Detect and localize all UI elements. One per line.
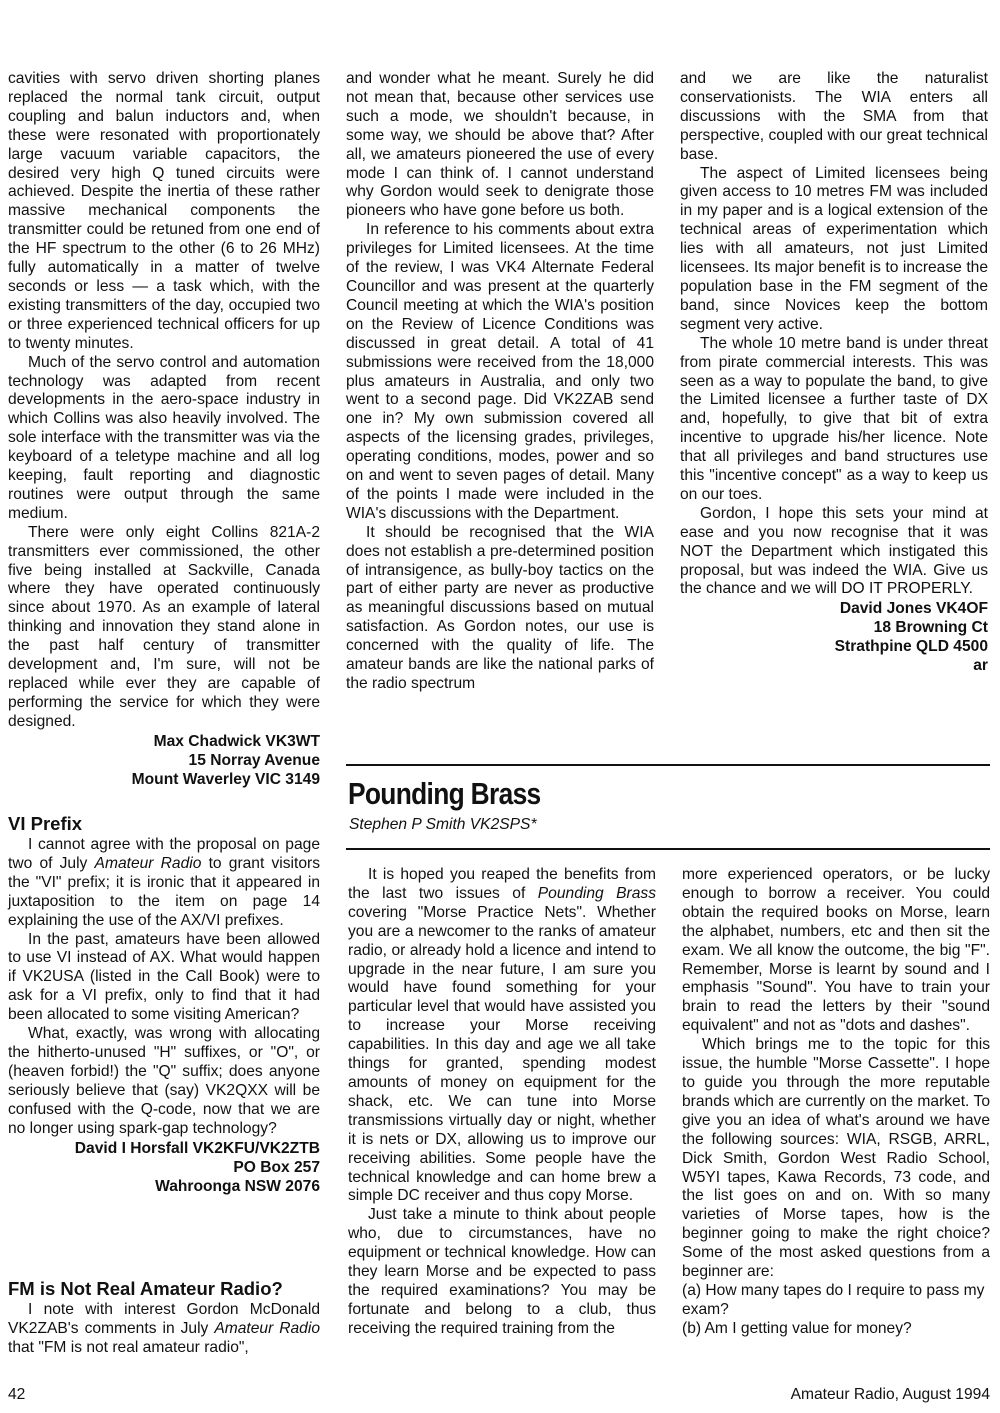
signature-name: David Jones VK4OF	[839, 600, 988, 618]
signature-block	[8, 732, 320, 789]
signature-locality: Strathpine QLD 4500	[834, 638, 988, 656]
italic-title: Amateur Radio	[214, 1319, 320, 1337]
signature-address: PO Box 257	[233, 1158, 320, 1176]
paragraph: The whole 10 metre band is under threat from pirate commercial interests. This was seen as a way to populate the band, to give the Limited licensee a further taste of DX and, hopefully, to give that bit of extra incentive to upgrade his/her licence. Note that all privileges and band structures use this "incentive concept" as a way to keep us on our toes.	[680, 334, 988, 503]
section-heading-fm: FM is Not Real Amateur Radio?	[8, 1278, 283, 1299]
column-1-fm-letter	[8, 1277, 320, 1358]
signature-address: 18 Browning Ct	[873, 619, 988, 637]
paragraph: I note with interest Gordon McDonald VK2ZAB's comments in July Amateur Radio that "FM is not real amateur radio",	[8, 1301, 320, 1356]
signature-locality: Wahroonga NSW 2076	[155, 1177, 320, 1195]
signature-address: 15 Norray Avenue	[188, 751, 320, 769]
question-item: (b) Am I getting value for money?	[682, 1319, 912, 1337]
paragraph: I cannot agree with the proposal on page two of July Amateur Radio to grant visitors the "VI" prefix; it is ironic that it appeared in juxtaposition to the item on page 14 explaining the use of the AX/VI prefixes.	[8, 836, 321, 929]
italic-title: Pounding Brass	[537, 884, 657, 902]
paragraph: Gordon, I hope this sets your mind at ease and you now recognise that it was NOT the Department which instigated this proposal, but was indeed the WIA. Give us the chance and we will DO IT PROPERLY.	[680, 504, 988, 598]
question-item: (a) How many tapes do I require to pass my exam?	[682, 1281, 985, 1318]
paragraph: There were only eight Collins 821A-2 transmitters ever commissioned, the other five being installed at Sackville, Canada where they have operated continuously since about 1970. As an example of lateral thinking and innovation they stand alone in the past half century of transmitter development and, I'm sure, will not be replaced while ever they are capable of performing the service for which they were designed.	[8, 523, 320, 730]
paragraph: The aspect of Limited licensees being given access to 10 metres FM was included in my paper and is a logical extension of the technical areas of experimentation which lies with all amateurs, not just Limited licensees. Its major benefit is to increase the population base in the FM segment of the band, since Novices keep the bottom segment very active.	[680, 164, 988, 333]
paragraph: Which brings me to the topic for this issue, the humble "Morse Cassette". I hope to guide you through the more reputable brands which are currently on the market. To give you an idea of what's around we have the following sources: WIA, RSGB, ARRL, Dick Smith, Gordon West Radio School, W5YI tapes, Kawa Records, 73 code, and the list goes on and on. With so many varieties of Morse tapes, how is the beginner going to make the right choice? Some of the most asked questions from a beginner are:	[682, 1036, 990, 1281]
paragraph: Just take a minute to think about people who, due to circumstances, have no equipment or technical knowledge. How can they learn Morse and be expected to pass the required examinations? You may be fortunate and belong to a club, thus receiving the required training from the	[348, 1206, 656, 1337]
paragraph: Much of the servo control and automation technology was adapted from recent developments in the aero-space industry in which Collins was also heavily involved. The sole interface with the transmitter was via the keyboard of a teletype machine and all log keeping, fault reporting and diagnostic routines were output through the same medium.	[8, 353, 320, 522]
article-byline: Stephen P Smith VK2SPS*	[349, 816, 537, 833]
signature-name: David I Horsfall VK2KFU/VK2ZTB	[74, 1139, 320, 1157]
column-3-pounding-brass	[682, 866, 990, 1339]
paragraph: In the past, amateurs have been allowed to use VI instead of AX. What would happen if VK2USA (listed in the Call Book) were to ask for a VI prefix, only to find that it had been allocated to some visiting American?	[8, 930, 320, 1024]
signature-name: Max Chadwick VK3WT	[153, 732, 320, 750]
page-number: 42	[8, 1386, 26, 1403]
paragraph: It should be recognised that the WIA does not establish a pre-determined position of intransigence, as bully-boy tactics on the part of either party are never as productive as meaningful discussions based on mutual satisfaction. As Gordon notes, our use is concerned with the quality of life. The amateur bands are like the national parks of the radio spectrum	[346, 523, 654, 692]
paragraph: more experienced operators, or be lucky enough to borrow a receiver. You could obtain the required books on Morse, learn the alphabet, numbers, etc and then sit the exam. We all know the outcome, the big "F". Remember, Morse is learnt by sound and I emphasis "Sound". You have to train your brain to read the letters by their "sound equivalent" and not as "dots and dashes".	[682, 866, 990, 1035]
signature-locality: Mount Waverley VIC 3149	[131, 770, 320, 788]
paragraph: and we are like the naturalist conservationists. The WIA enters all discussions with the SMA from that perspective, coupled with our great technical base.	[680, 70, 988, 163]
paragraph: and wonder what he meant. Surely he did not mean that, because other services use such a mode, we shouldn't because, in some way, we should be above that? After all, we amateurs pioneered the use of every mode I can think of. I cannot understand why Gordon would seek to denigrate those pioneers who have gone before us both.	[346, 70, 654, 220]
paragraph: What, exactly, was wrong with allocating the hitherto-unused "H" suffixes, or "O", or (heaven forbid!) the "Q" suffix; does anyone seriously believe that (say) VK2QXX will be confused with the Q-code, now that we are no longer using spark-gap technology?	[8, 1025, 320, 1137]
signature-block	[8, 1139, 320, 1196]
column-1-letter	[8, 70, 320, 789]
end-mark: ar	[973, 657, 988, 675]
article-title: Pounding Brass	[348, 776, 541, 811]
paragraph: In reference to his comments about extra privileges for Limited licensees. At the time of the review, I was VK4 Alternate Federal Councillor and was present at the quarterly Council meeting at which the WIA's position on the Review of Licence Conditions was discussed in great detail. A total of 41 submissions were received from the 18,000 plus amateurs in Australia, and only two went to a second page. Did VK2ZAB send one in? My own submission covered all aspects of the licensing grades, privileges, operating conditions, modes, power and so on and went to seven pages of detail. Many of the points I made were included in the WIA's discussions with the Department.	[346, 221, 654, 522]
section-rule-bottom	[346, 848, 990, 850]
paragraph: It is hoped you reaped the benefits from the last two issues of Pounding Brass covering "Morse Practice Nets". Whether you are a newcomer to the ranks of amateur radio, or already hold a licence and intend to upgrade in the near future, I am sure you would have found something for your particular level that would have assisted you to increase your Morse receiving capabilities. In this day and age we all take things for granted, spending modest amounts of money on equipment for the shack, etc. We can tune into Morse transmissions virtually day or night, whether it is nets or DX, allowing us to improve our receiving abilities. Some people have the technical knowledge and can home brew a simple DC receiver and thus copy Morse.	[348, 866, 657, 1205]
section-rule-top	[346, 764, 990, 766]
publication-footer: Amateur Radio, August 1994	[790, 1386, 990, 1403]
signature-block	[680, 599, 988, 675]
column-3-fm-letter	[680, 70, 988, 675]
italic-title: Amateur Radio	[94, 854, 202, 872]
section-heading-vi-prefix: VI Prefix	[8, 813, 83, 834]
column-2-fm-letter	[346, 70, 654, 694]
column-1-vi-prefix	[8, 812, 320, 1196]
paragraph: cavities with servo driven shorting planes replaced the normal tank circuit, output coupling and balun inductors and, when these were resonated with proportionately large vacuum variable capacitors, the desired very high Q tuned circuits were achieved. Despite the inertia of these rather massive mechanical components the transmitter could be retuned from one end of the HF spectrum to the other (6 to 26 MHz) fully automatically in a matter of twelve seconds or less — a task which, with the existing transmitters of the day, occupied two or three experienced technical officers for up to twenty minutes.	[8, 70, 320, 352]
column-2-pounding-brass	[348, 866, 656, 1339]
